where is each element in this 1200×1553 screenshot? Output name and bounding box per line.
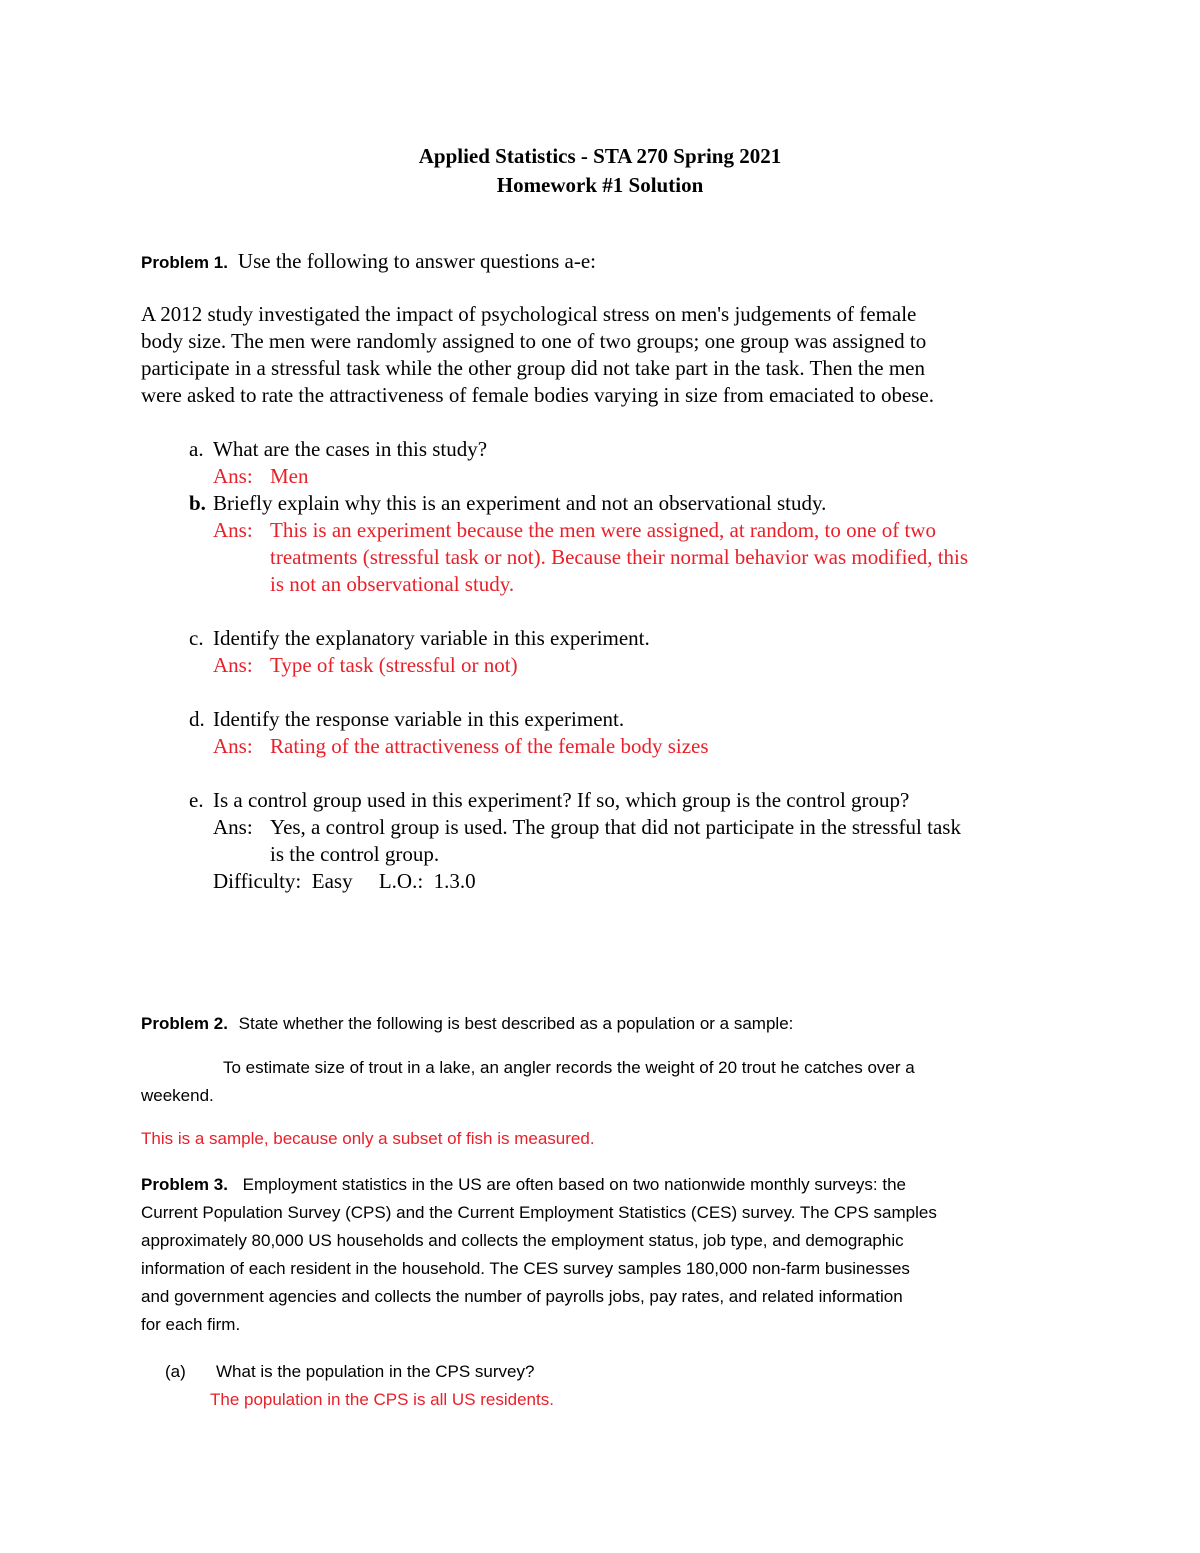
problem-2-statement-line: To estimate size of trout in a lake, an angler records the weight of 20 trout he catches over a <box>223 1058 915 1077</box>
answer-e-line: is the control group. <box>270 842 440 866</box>
problem-3-label: Problem 3. <box>141 1175 228 1194</box>
problem-3-text-line: Current Population Survey (CPS) and the Current Employment Statistics (CES) survey. The CPS samples <box>141 1203 937 1222</box>
answer-d-label: Ans: <box>213 734 253 758</box>
answer-a: Men <box>270 464 309 488</box>
answer-a-label: Ans: <box>213 464 253 488</box>
problem-3a-marker: (a) <box>165 1362 186 1381</box>
question-c: Identify the explanatory variable in this experiment. <box>213 626 650 650</box>
problem-1-passage-line: A 2012 study investigated the impact of psychological stress on men's judgements of female <box>141 302 917 326</box>
problem-3-first-line <box>141 1175 906 1195</box>
answer-c-label: Ans: <box>213 653 253 677</box>
question-a: What are the cases in this study? <box>213 437 488 461</box>
problem-2-statement-line: weekend. <box>141 1086 214 1105</box>
answer-b-label: Ans: <box>213 518 253 542</box>
problem-1-heading <box>141 249 596 274</box>
document-title: Applied Statistics - STA 270 Spring 2021 <box>418 144 782 168</box>
problem-3-text-line: approximately 80,000 US households and collects the employment status, job type, and demographic <box>141 1231 904 1250</box>
problem-3a-answer: The population in the CPS is all US residents. <box>210 1390 554 1409</box>
problem-1-passage-line: body size. The men were randomly assigned to one of two groups; one group was assigned to <box>141 329 927 353</box>
question-d-marker: d. <box>189 707 205 731</box>
question-a-marker: a. <box>189 437 204 461</box>
difficulty-note: Difficulty: Easy L.O.: 1.3.0 <box>213 869 476 893</box>
problem-2-answer: This is a sample, because only a subset of fish is measured. <box>141 1129 595 1148</box>
problem-1-passage-line: were asked to rate the attractiveness of female bodies varying in size from emaciated to obese. <box>141 383 935 407</box>
problem-2-label: Problem 2. <box>141 1014 228 1033</box>
problem-3-text-line: information of each resident in the household. The CES survey samples 180,000 non-farm businesses <box>141 1259 910 1278</box>
problem-3-text-line: and government agencies and collects the number of payrolls jobs, pay rates, and related information <box>141 1287 903 1306</box>
question-c-marker: c. <box>189 626 204 650</box>
problem-1-passage-line: participate in a stressful task while the other group did not take part in the task. Then the men <box>141 356 925 380</box>
problem-2-intro: State whether the following is best described as a population or a sample: <box>238 1014 794 1033</box>
problem-1-label: Problem 1. <box>141 253 228 272</box>
answer-c: Type of task (stressful or not) <box>270 653 518 677</box>
problem-1-intro: Use the following to answer questions a-e: <box>237 249 597 273</box>
question-e-marker: e. <box>189 788 204 812</box>
document-subtitle: Homework #1 Solution <box>496 173 704 197</box>
answer-e-line: Yes, a control group is used. The group that did not participate in the stressful task <box>270 815 961 839</box>
problem-3a-question: What is the population in the CPS survey? <box>216 1362 535 1381</box>
question-d: Identify the response variable in this experiment. <box>213 707 625 731</box>
question-b: Briefly explain why this is an experiment and not an observational study. <box>213 491 827 515</box>
answer-b-line: treatments (stressful task or not). Because their normal behavior was modified, this <box>270 545 969 569</box>
problem-3-text-line: Employment statistics in the US are often based on two nationwide monthly surveys: the <box>242 1175 906 1194</box>
answer-d: Rating of the attractiveness of the female body sizes <box>270 734 709 758</box>
question-b-marker: b. <box>189 491 206 515</box>
question-e: Is a control group used in this experiment? If so, which group is the control group? <box>213 788 910 812</box>
problem-2-heading <box>141 1014 793 1034</box>
problem-3-text-line: for each firm. <box>141 1315 241 1334</box>
answer-b-line: This is an experiment because the men were assigned, at random, to one of two <box>270 518 936 542</box>
answer-b-line: is not an observational study. <box>270 572 515 596</box>
answer-e-label: Ans: <box>213 815 253 839</box>
